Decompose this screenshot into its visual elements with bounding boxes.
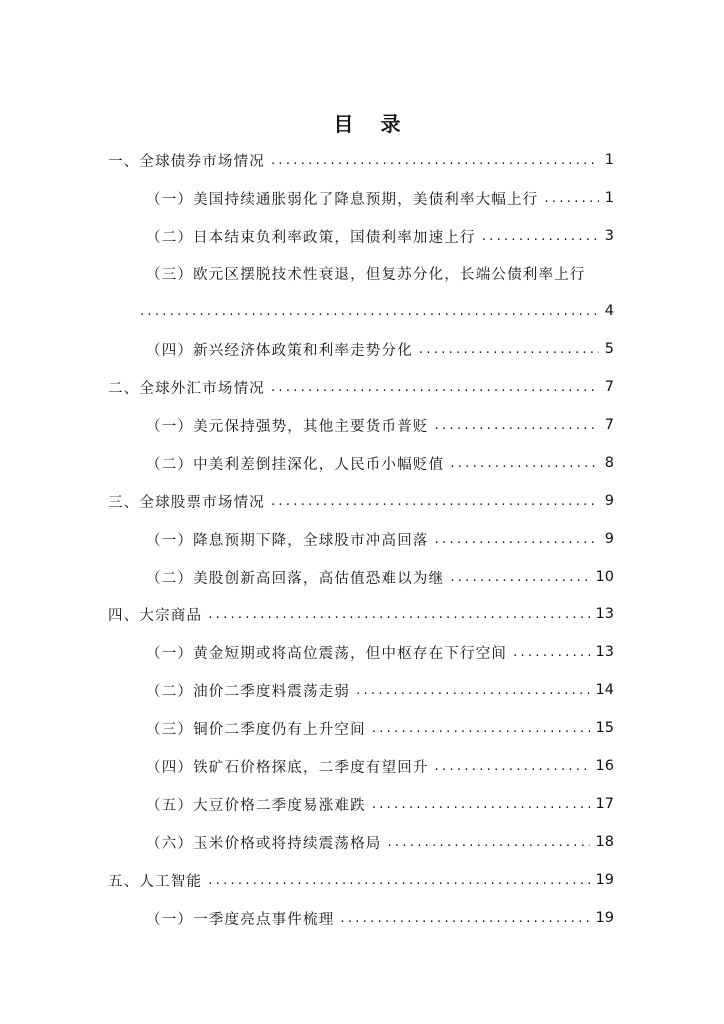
toc-entry[interactable] [146, 676, 614, 704]
toc-entry-page: 14 [595, 682, 614, 698]
toc-entry-page: 1 [604, 190, 614, 206]
leader-dots [482, 229, 599, 244]
toc-entry-label: （一）美国持续通胀弱化了降息预期，美债利率大幅上行 [146, 191, 539, 208]
toc-entry-label: （二）油价二季度料震荡走弱 [146, 683, 351, 700]
toc-entry-page: 4 [604, 303, 614, 319]
toc-entry-page: 19 [595, 910, 614, 926]
toc-entry[interactable] [146, 563, 614, 591]
leader-dots [340, 911, 589, 926]
leader-dots [435, 418, 599, 433]
leader-dots [208, 607, 589, 622]
toc-entry-label: （六）玉米价格或将持续震荡格局 [146, 835, 382, 852]
toc-entry-page: 5 [604, 341, 614, 357]
toc-entry-page: 16 [595, 758, 614, 774]
toc-entry-page: 9 [604, 531, 614, 547]
leader-dots [271, 153, 599, 168]
toc-entry[interactable] [146, 828, 614, 856]
toc-entry-page: 3 [604, 228, 614, 244]
toc-entry[interactable] [108, 866, 614, 894]
toc-entry-label: 一、全球债券市场情况 [108, 153, 265, 170]
toc-entry-label: （二）日本结束负利率政策，国债利率加速上行 [146, 229, 476, 246]
toc-entry[interactable] [146, 525, 614, 553]
toc-entry[interactable] [146, 259, 614, 287]
toc-entry-label: （一）降息预期下降，全球股市冲高回落 [146, 532, 429, 549]
toc-entry[interactable] [146, 335, 614, 363]
leader-dots [271, 380, 599, 395]
toc-entry-label: （二）美股创新高回落，高估值恐难以为继 [146, 570, 445, 587]
toc-entry-page: 7 [604, 417, 614, 433]
toc-entry[interactable] [108, 373, 614, 401]
toc-entry-label: （二）中美利差倒挂深化，人民币小幅贬值 [146, 456, 445, 473]
toc-entry-label: 三、全球股票市场情况 [108, 494, 265, 511]
toc-entry-page: 8 [604, 455, 614, 471]
toc-entry-label: 四、大宗商品 [108, 607, 203, 624]
leader-dots [435, 759, 590, 774]
leader-dots [450, 456, 598, 471]
toc-entry[interactable] [146, 184, 614, 212]
toc-entry-page: 15 [595, 720, 614, 736]
toc-entry-label: 二、全球外汇市场情况 [108, 380, 265, 397]
page-title: 目 录 [333, 112, 411, 136]
toc-entry-label: （三）铜价二季度仍有上升空间 [146, 721, 366, 738]
leader-dots [271, 494, 599, 509]
toc-entry[interactable] [108, 487, 614, 515]
toc-entry-page: 18 [595, 834, 614, 850]
toc-entry-label: （四）新兴经济体政策和利率走势分化 [146, 342, 413, 359]
toc-entry[interactable] [108, 146, 614, 174]
toc-entry-page: 13 [595, 644, 614, 660]
toc-entry[interactable] [146, 752, 614, 780]
leader-dots [372, 797, 590, 812]
toc-entry[interactable] [146, 638, 614, 666]
toc-entry[interactable] [108, 600, 614, 628]
toc-entry-label: （三）欧元区摆脱技术性衰退，但复苏分化，长端公债利率上行 [146, 266, 586, 283]
toc-entry-label: （五）大豆价格二季度易涨难跌 [146, 797, 366, 814]
leader-dots [419, 342, 599, 357]
leader-dots [140, 304, 599, 319]
toc-entry-label: 五、人工智能 [108, 873, 203, 890]
toc-entry[interactable] [146, 449, 614, 477]
toc-entry-page: 13 [595, 606, 614, 622]
toc-entry-label: （一）黄金短期或将高位震荡，但中枢存在下行空间 [146, 645, 508, 662]
toc-entry[interactable] [146, 714, 614, 742]
leader-dots [388, 835, 590, 850]
leader-dots [450, 570, 589, 585]
leader-dots [545, 191, 599, 206]
toc-entry-page: 19 [595, 872, 614, 888]
leader-dots [208, 873, 589, 888]
toc-entry[interactable] [146, 904, 614, 932]
toc-entry-page: 1 [604, 152, 614, 168]
toc-entry-label: （四）铁矿石价格探底，二季度有望回升 [146, 759, 429, 776]
toc-entry[interactable] [146, 790, 614, 818]
toc-entry-label: （一）一季度亮点事件梳理 [146, 911, 335, 928]
toc-entry-page: 10 [595, 569, 614, 585]
toc-entry-page: 17 [595, 796, 614, 812]
leader-dots [372, 721, 590, 736]
leader-dots [356, 683, 589, 698]
toc-entry[interactable] [146, 411, 614, 439]
toc-entry-continuation[interactable] [140, 297, 614, 325]
leader-dots [435, 532, 599, 547]
leader-dots [513, 645, 589, 660]
toc-entry-page: 7 [604, 379, 614, 395]
toc-entry[interactable] [146, 222, 614, 250]
toc-entry-page: 9 [604, 493, 614, 509]
toc-entry-label: （一）美元保持强势，其他主要货币普贬 [146, 418, 429, 435]
